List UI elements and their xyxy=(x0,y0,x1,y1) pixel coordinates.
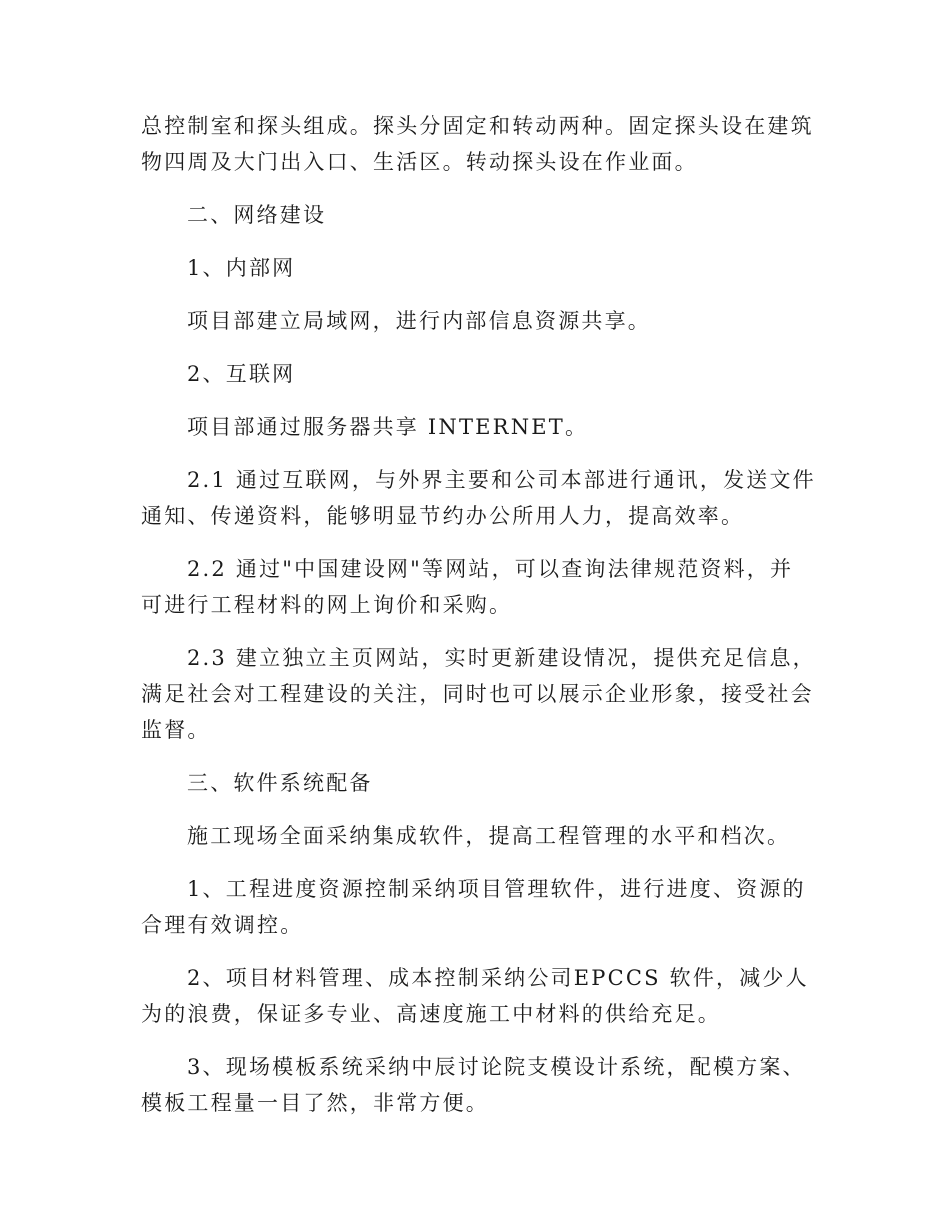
section-heading: 三、软件系统配备 xyxy=(187,771,373,795)
paragraph: 总控制室和探头组成。探头分固定和转动两种。固定探头设在建筑物四周及大门出入口、生活区。转动探头设在作业面。 xyxy=(141,114,814,174)
list-item: 2.2 通过"中国建设网"等网站，可以查询法律规范资料，并可进行工程材料的网上询价和采购。 xyxy=(141,557,794,617)
list-item: 2、项目材料管理、成本控制采纳公司EPCCS 软件，减少人为的浪费，保证多专业、高速度施工中材料的供给充足。 xyxy=(141,966,809,1026)
document-body xyxy=(141,108,816,1121)
subsection-heading: 2、互联网 xyxy=(187,362,296,386)
section-heading: 二、网络建设 xyxy=(187,203,327,227)
subsection-heading: 1、内部网 xyxy=(187,256,296,280)
list-item: 3、现场模板系统采纳中辰讨论院支模设计系统，配模方案、模板工程量一目了然，非常方便。 xyxy=(141,1055,806,1115)
paragraph: 项目部通过服务器共享 INTERNET。 xyxy=(187,415,589,439)
list-item: 1、工程进度资源控制采纳项目管理软件，进行进度、资源的合理有效调控。 xyxy=(141,877,806,937)
list-item: 2.1 通过互联网，与外界主要和公司本部进行通讯，发送文件通知、传递资料，能够明显节约办公所用人力，提高效率。 xyxy=(141,468,816,528)
list-item: 2.3 建立独立主页网站，实时更新建设情况，提供充足信息，满足社会对工程建设的关注，同时也可以展示企业形象，接受社会监督。 xyxy=(141,646,816,742)
paragraph: 项目部建立局域网，进行内部信息资源共享。 xyxy=(187,309,651,333)
paragraph: 施工现场全面采纳集成软件，提高工程管理的水平和档次。 xyxy=(187,824,791,848)
